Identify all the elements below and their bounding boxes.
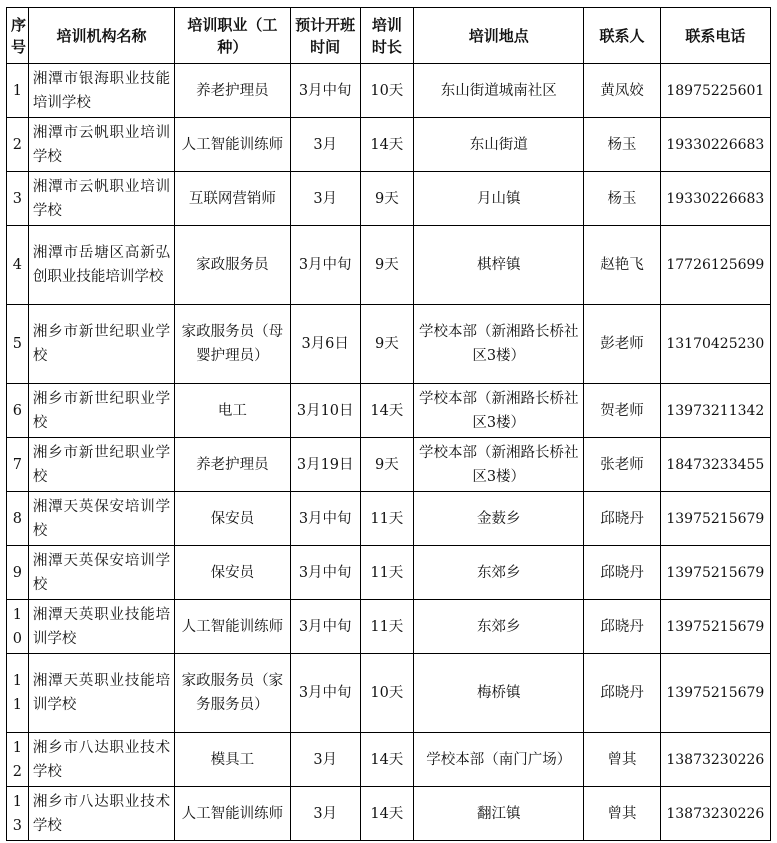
table-row	[7, 787, 771, 841]
cell-time: 3月中旬	[290, 64, 360, 118]
cell-place: 东郊乡	[414, 546, 584, 600]
cell-org: 湘潭天英保安培训学校	[28, 546, 174, 600]
cell-time: 3月中旬	[290, 226, 360, 305]
cell-no: 9	[7, 546, 29, 600]
table-row	[7, 64, 771, 118]
cell-time: 3月中旬	[290, 546, 360, 600]
cell-job: 家政服务员（母婴护理员）	[175, 305, 291, 384]
cell-no: 12	[7, 733, 29, 787]
cell-org: 湘潭市岳塘区高新弘创职业技能培训学校	[28, 226, 174, 305]
cell-contact: 曾其	[584, 733, 660, 787]
cell-phone: 13873230226	[660, 733, 770, 787]
training-schedule-table	[6, 7, 771, 841]
cell-contact: 彭老师	[584, 305, 660, 384]
header-no: 序号	[7, 8, 29, 64]
cell-no: 2	[7, 118, 29, 172]
cell-no: 8	[7, 492, 29, 546]
cell-contact: 黄凤姣	[584, 64, 660, 118]
header-org: 培训机构名称	[28, 8, 174, 64]
cell-job: 养老护理员	[175, 438, 291, 492]
table-row	[7, 118, 771, 172]
cell-duration: 11天	[360, 600, 413, 654]
cell-phone: 18473233455	[660, 438, 770, 492]
cell-contact: 贺老师	[584, 384, 660, 438]
cell-contact: 赵艳飞	[584, 226, 660, 305]
table-row	[7, 600, 771, 654]
cell-phone: 13973211342	[660, 384, 770, 438]
cell-duration: 9天	[360, 305, 413, 384]
cell-duration: 9天	[360, 438, 413, 492]
table-row	[7, 384, 771, 438]
header-place: 培训地点	[414, 8, 584, 64]
cell-time: 3月19日	[290, 438, 360, 492]
cell-contact: 杨玉	[584, 118, 660, 172]
cell-org: 湘乡市新世纪职业学校	[28, 305, 174, 384]
cell-job: 人工智能训练师	[175, 118, 291, 172]
cell-place: 东郊乡	[414, 600, 584, 654]
cell-place: 东山街道城南社区	[414, 64, 584, 118]
table-row	[7, 438, 771, 492]
cell-contact: 张老师	[584, 438, 660, 492]
cell-time: 3月中旬	[290, 654, 360, 733]
cell-phone: 17726125699	[660, 226, 770, 305]
cell-place: 学校本部（新湘路长桥社区3楼）	[414, 384, 584, 438]
cell-job: 人工智能训练师	[175, 787, 291, 841]
cell-contact: 邱晓丹	[584, 600, 660, 654]
cell-no: 11	[7, 654, 29, 733]
cell-org: 湘乡市八达职业技术学校	[28, 787, 174, 841]
cell-org: 湘乡市新世纪职业学校	[28, 384, 174, 438]
header-duration: 培训时长	[360, 8, 413, 64]
cell-place: 翻江镇	[414, 787, 584, 841]
cell-duration: 14天	[360, 384, 413, 438]
cell-duration: 11天	[360, 492, 413, 546]
cell-phone: 13975215679	[660, 654, 770, 733]
cell-phone: 18975225601	[660, 64, 770, 118]
cell-place: 东山街道	[414, 118, 584, 172]
table-row	[7, 305, 771, 384]
cell-no: 10	[7, 600, 29, 654]
cell-org: 湘潭天英职业技能培训学校	[28, 600, 174, 654]
cell-job: 电工	[175, 384, 291, 438]
cell-phone: 13873230226	[660, 787, 770, 841]
table-row	[7, 492, 771, 546]
cell-duration: 10天	[360, 654, 413, 733]
table-row	[7, 546, 771, 600]
table-row	[7, 733, 771, 787]
cell-job: 保安员	[175, 492, 291, 546]
cell-phone: 13975215679	[660, 600, 770, 654]
cell-org: 湘乡市新世纪职业学校	[28, 438, 174, 492]
header-job: 培训职业（工种）	[175, 8, 291, 64]
cell-duration: 11天	[360, 546, 413, 600]
cell-job: 养老护理员	[175, 64, 291, 118]
cell-job: 家政服务员	[175, 226, 291, 305]
cell-job: 人工智能训练师	[175, 600, 291, 654]
cell-time: 3月10日	[290, 384, 360, 438]
cell-no: 13	[7, 787, 29, 841]
cell-time: 3月6日	[290, 305, 360, 384]
cell-no: 1	[7, 64, 29, 118]
cell-place: 学校本部（新湘路长桥社区3楼）	[414, 438, 584, 492]
cell-phone: 13975215679	[660, 546, 770, 600]
table-row	[7, 172, 771, 226]
cell-place: 金薮乡	[414, 492, 584, 546]
cell-duration: 14天	[360, 733, 413, 787]
cell-place: 月山镇	[414, 172, 584, 226]
cell-place: 学校本部（新湘路长桥社区3楼）	[414, 305, 584, 384]
cell-phone: 19330226683	[660, 172, 770, 226]
cell-contact: 邱晓丹	[584, 492, 660, 546]
cell-time: 3月中旬	[290, 492, 360, 546]
cell-org: 湘潭市云帆职业培训学校	[28, 118, 174, 172]
header-time: 预计开班时间	[290, 8, 360, 64]
cell-job: 保安员	[175, 546, 291, 600]
table-row	[7, 226, 771, 305]
cell-phone: 13975215679	[660, 492, 770, 546]
cell-phone: 19330226683	[660, 118, 770, 172]
cell-org: 湘潭天英职业技能培训学校	[28, 654, 174, 733]
cell-org: 湘乡市八达职业技术学校	[28, 733, 174, 787]
cell-place: 梅桥镇	[414, 654, 584, 733]
cell-org: 湘潭天英保安培训学校	[28, 492, 174, 546]
cell-time: 3月	[290, 172, 360, 226]
header-phone: 联系电话	[660, 8, 770, 64]
cell-duration: 14天	[360, 118, 413, 172]
cell-contact: 邱晓丹	[584, 546, 660, 600]
cell-org: 湘潭市银海职业技能培训学校	[28, 64, 174, 118]
cell-no: 5	[7, 305, 29, 384]
cell-no: 3	[7, 172, 29, 226]
table-row	[7, 654, 771, 733]
cell-duration: 9天	[360, 172, 413, 226]
cell-job: 模具工	[175, 733, 291, 787]
cell-place: 学校本部（南门广场）	[414, 733, 584, 787]
cell-contact: 杨玉	[584, 172, 660, 226]
cell-org: 湘潭市云帆职业培训学校	[28, 172, 174, 226]
cell-time: 3月	[290, 787, 360, 841]
cell-contact: 曾其	[584, 787, 660, 841]
cell-job: 互联网营销师	[175, 172, 291, 226]
cell-no: 4	[7, 226, 29, 305]
cell-job: 家政服务员（家务服务员）	[175, 654, 291, 733]
cell-place: 棋梓镇	[414, 226, 584, 305]
cell-time: 3月	[290, 733, 360, 787]
cell-no: 7	[7, 438, 29, 492]
cell-duration: 14天	[360, 787, 413, 841]
cell-duration: 9天	[360, 226, 413, 305]
table-header-row	[7, 8, 771, 64]
cell-duration: 10天	[360, 64, 413, 118]
cell-time: 3月中旬	[290, 600, 360, 654]
cell-contact: 邱晓丹	[584, 654, 660, 733]
cell-phone: 13170425230	[660, 305, 770, 384]
cell-time: 3月	[290, 118, 360, 172]
header-contact: 联系人	[584, 8, 660, 64]
cell-no: 6	[7, 384, 29, 438]
